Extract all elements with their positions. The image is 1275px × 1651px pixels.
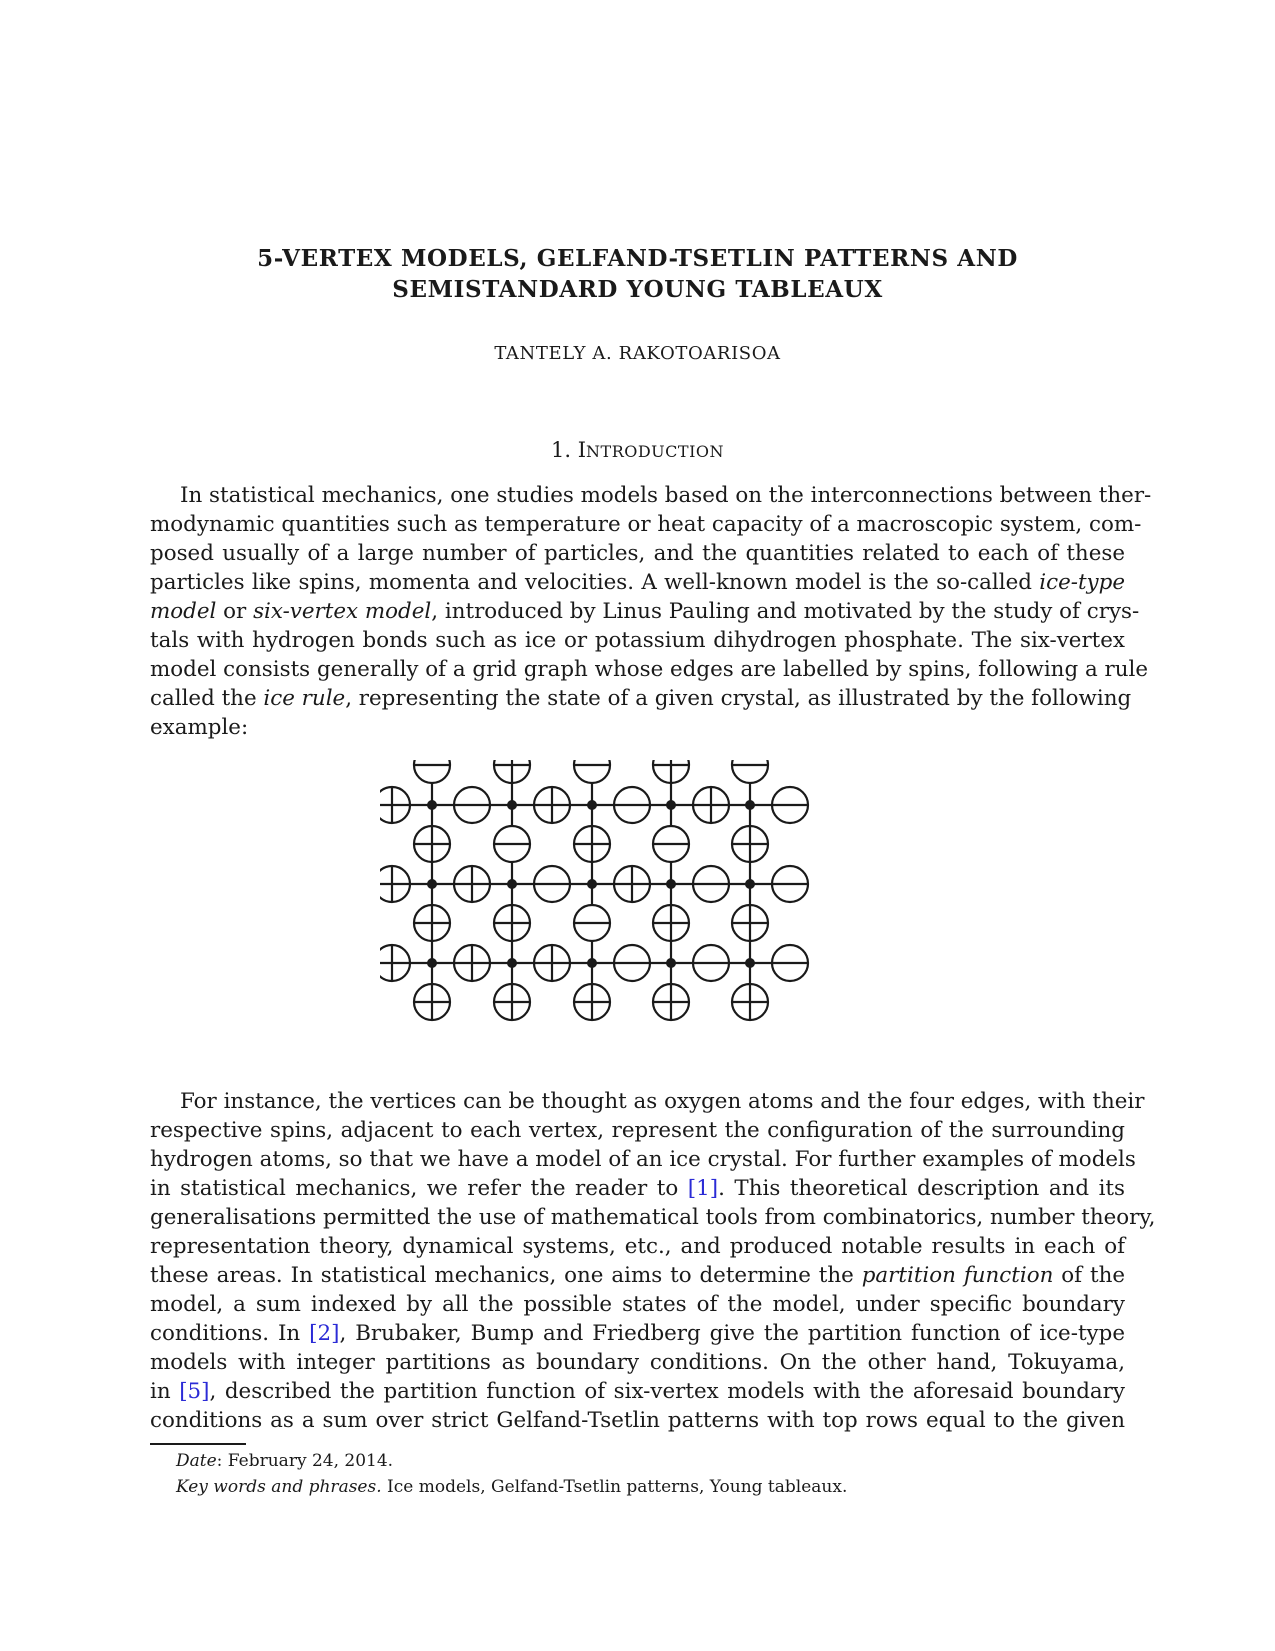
footnote-keywords bbox=[176, 1477, 847, 1497]
citation-link[interactable]: [2] bbox=[309, 1321, 340, 1346]
text-run: of the bbox=[1053, 1263, 1126, 1288]
text-run: , Brubaker, Bump and Friedberg give the partition function of ice-type bbox=[339, 1321, 1125, 1346]
emphasis: six-vertex model bbox=[253, 599, 432, 624]
vertex-dot bbox=[745, 879, 755, 889]
vertex-dot bbox=[507, 958, 517, 968]
text-line bbox=[150, 597, 1140, 626]
section-number: 1. bbox=[550, 438, 572, 462]
text-line: respective spins, adjacent to each vertex, represent the configuration of the surrounding bbox=[150, 1118, 1125, 1143]
section-title-rest: NTRODUCTION bbox=[586, 442, 725, 461]
six-vertex-diagram bbox=[380, 760, 880, 1060]
text-line: In statistical mechanics, one studies models based on the interconnections between ther- bbox=[180, 483, 1152, 508]
text-run: , introduced by Linus Pauling and motivated by the study of crys- bbox=[431, 599, 1140, 624]
text-line: posed usually of a large number of particles, and the quantities related to each of these bbox=[150, 541, 1125, 566]
vertex-dot bbox=[427, 879, 437, 889]
citation-link[interactable]: [1] bbox=[687, 1176, 719, 1201]
author: TANTELY A. RAKOTOARISOA bbox=[494, 343, 781, 364]
text-line: For instance, the vertices can be thought as oxygen atoms and the four edges, with their bbox=[180, 1089, 1145, 1114]
minus-spin-icon bbox=[414, 760, 450, 783]
paragraph-instance bbox=[150, 1087, 1156, 1435]
text-line bbox=[150, 1174, 1125, 1203]
footnote-date bbox=[176, 1451, 393, 1471]
text-line: models with integer partitions as boundary conditions. On the other hand, Tokuyama, bbox=[150, 1350, 1125, 1375]
vertex-dot bbox=[427, 958, 437, 968]
vertex-dot bbox=[427, 800, 437, 810]
text-run: in bbox=[150, 1379, 180, 1404]
text-run: , representing the state of a given crystal, as illustrated by the following bbox=[345, 686, 1132, 711]
vertex-dot bbox=[507, 879, 517, 889]
paper-title bbox=[150, 243, 1125, 305]
footnote-text: : February 24, 2014. bbox=[216, 1451, 394, 1471]
emphasis: partition function bbox=[861, 1263, 1054, 1288]
emphasis: model bbox=[150, 599, 217, 624]
text-run: , described the partition function of six-vertex models with the aforesaid boundary bbox=[209, 1379, 1125, 1404]
paragraph-intro bbox=[150, 481, 1152, 742]
text-line: conditions as a sum over strict Gelfand-Tsetlin patterns with top rows equal to the given bbox=[150, 1408, 1125, 1433]
vertex-dot bbox=[666, 879, 676, 889]
text-line bbox=[150, 1319, 1125, 1348]
vertex-dot bbox=[745, 800, 755, 810]
citation-link[interactable]: [5] bbox=[179, 1379, 210, 1404]
text-run: . This theoretical description and its bbox=[718, 1176, 1126, 1201]
vertex-dot bbox=[745, 958, 755, 968]
footnote-rule bbox=[150, 1443, 246, 1445]
text-line: example: bbox=[150, 715, 249, 740]
text-run: in statistical mechanics, we refer the reader to bbox=[150, 1176, 688, 1201]
title-line-2: SEMISTANDARD YOUNG TABLEAUX bbox=[392, 276, 883, 303]
vertex-dot bbox=[587, 800, 597, 810]
text-line: representation theory, dynamical systems, etc., and produced notable results in each of bbox=[150, 1234, 1125, 1259]
minus-spin-icon bbox=[732, 760, 768, 783]
text-line: modynamic quantities such as temperature or heat capacity of a macroscopic system, com- bbox=[150, 512, 1142, 537]
text-line: generalisations permitted the use of mathematical tools from combinatorics, number theory, bbox=[150, 1205, 1156, 1230]
title-line-1: 5-VERTEX MODELS, GELFAND-TSETLIN PATTERNS AND bbox=[257, 245, 1018, 272]
text-run: called the bbox=[150, 686, 264, 711]
vertex-dot bbox=[587, 958, 597, 968]
text-line: hydrogen atoms, so that we have a model of an ice crystal. For further examples of models bbox=[150, 1147, 1136, 1172]
text-line bbox=[150, 568, 1125, 597]
vertex-dot bbox=[666, 800, 676, 810]
text-run: these areas. In statistical mechanics, one aims to determine the bbox=[150, 1263, 862, 1288]
text-line bbox=[150, 1261, 1125, 1290]
footnote-label: Key words and phrases. bbox=[176, 1477, 382, 1497]
section-heading bbox=[150, 438, 1125, 462]
footnote-label: Date bbox=[176, 1451, 217, 1471]
footnote-text: Ice models, Gelfand-Tsetlin patterns, Young tableaux. bbox=[381, 1477, 848, 1497]
vertex-dot bbox=[666, 958, 676, 968]
text-run: or bbox=[216, 599, 254, 624]
text-run: conditions. In bbox=[150, 1321, 310, 1346]
emphasis: ice-type bbox=[1039, 570, 1125, 595]
vertex-dot bbox=[587, 879, 597, 889]
vertex-dot bbox=[507, 800, 517, 810]
text-line: model, a sum indexed by all the possible states of the model, under specific boundary bbox=[150, 1292, 1125, 1317]
text-line bbox=[150, 1377, 1125, 1406]
text-run: particles like spins, momenta and velocities. A well-known model is the so-called bbox=[150, 570, 1040, 595]
minus-spin-icon bbox=[574, 760, 610, 783]
emphasis: ice rule bbox=[263, 686, 346, 711]
text-line: tals with hydrogen bonds such as ice or potassium dihydrogen phosphate. The six-vertex bbox=[150, 628, 1125, 653]
text-line: model consists generally of a grid graph whose edges are labelled by spins, following a rule bbox=[150, 657, 1148, 682]
text-line bbox=[150, 684, 1132, 713]
section-title-initial: I bbox=[577, 438, 587, 462]
